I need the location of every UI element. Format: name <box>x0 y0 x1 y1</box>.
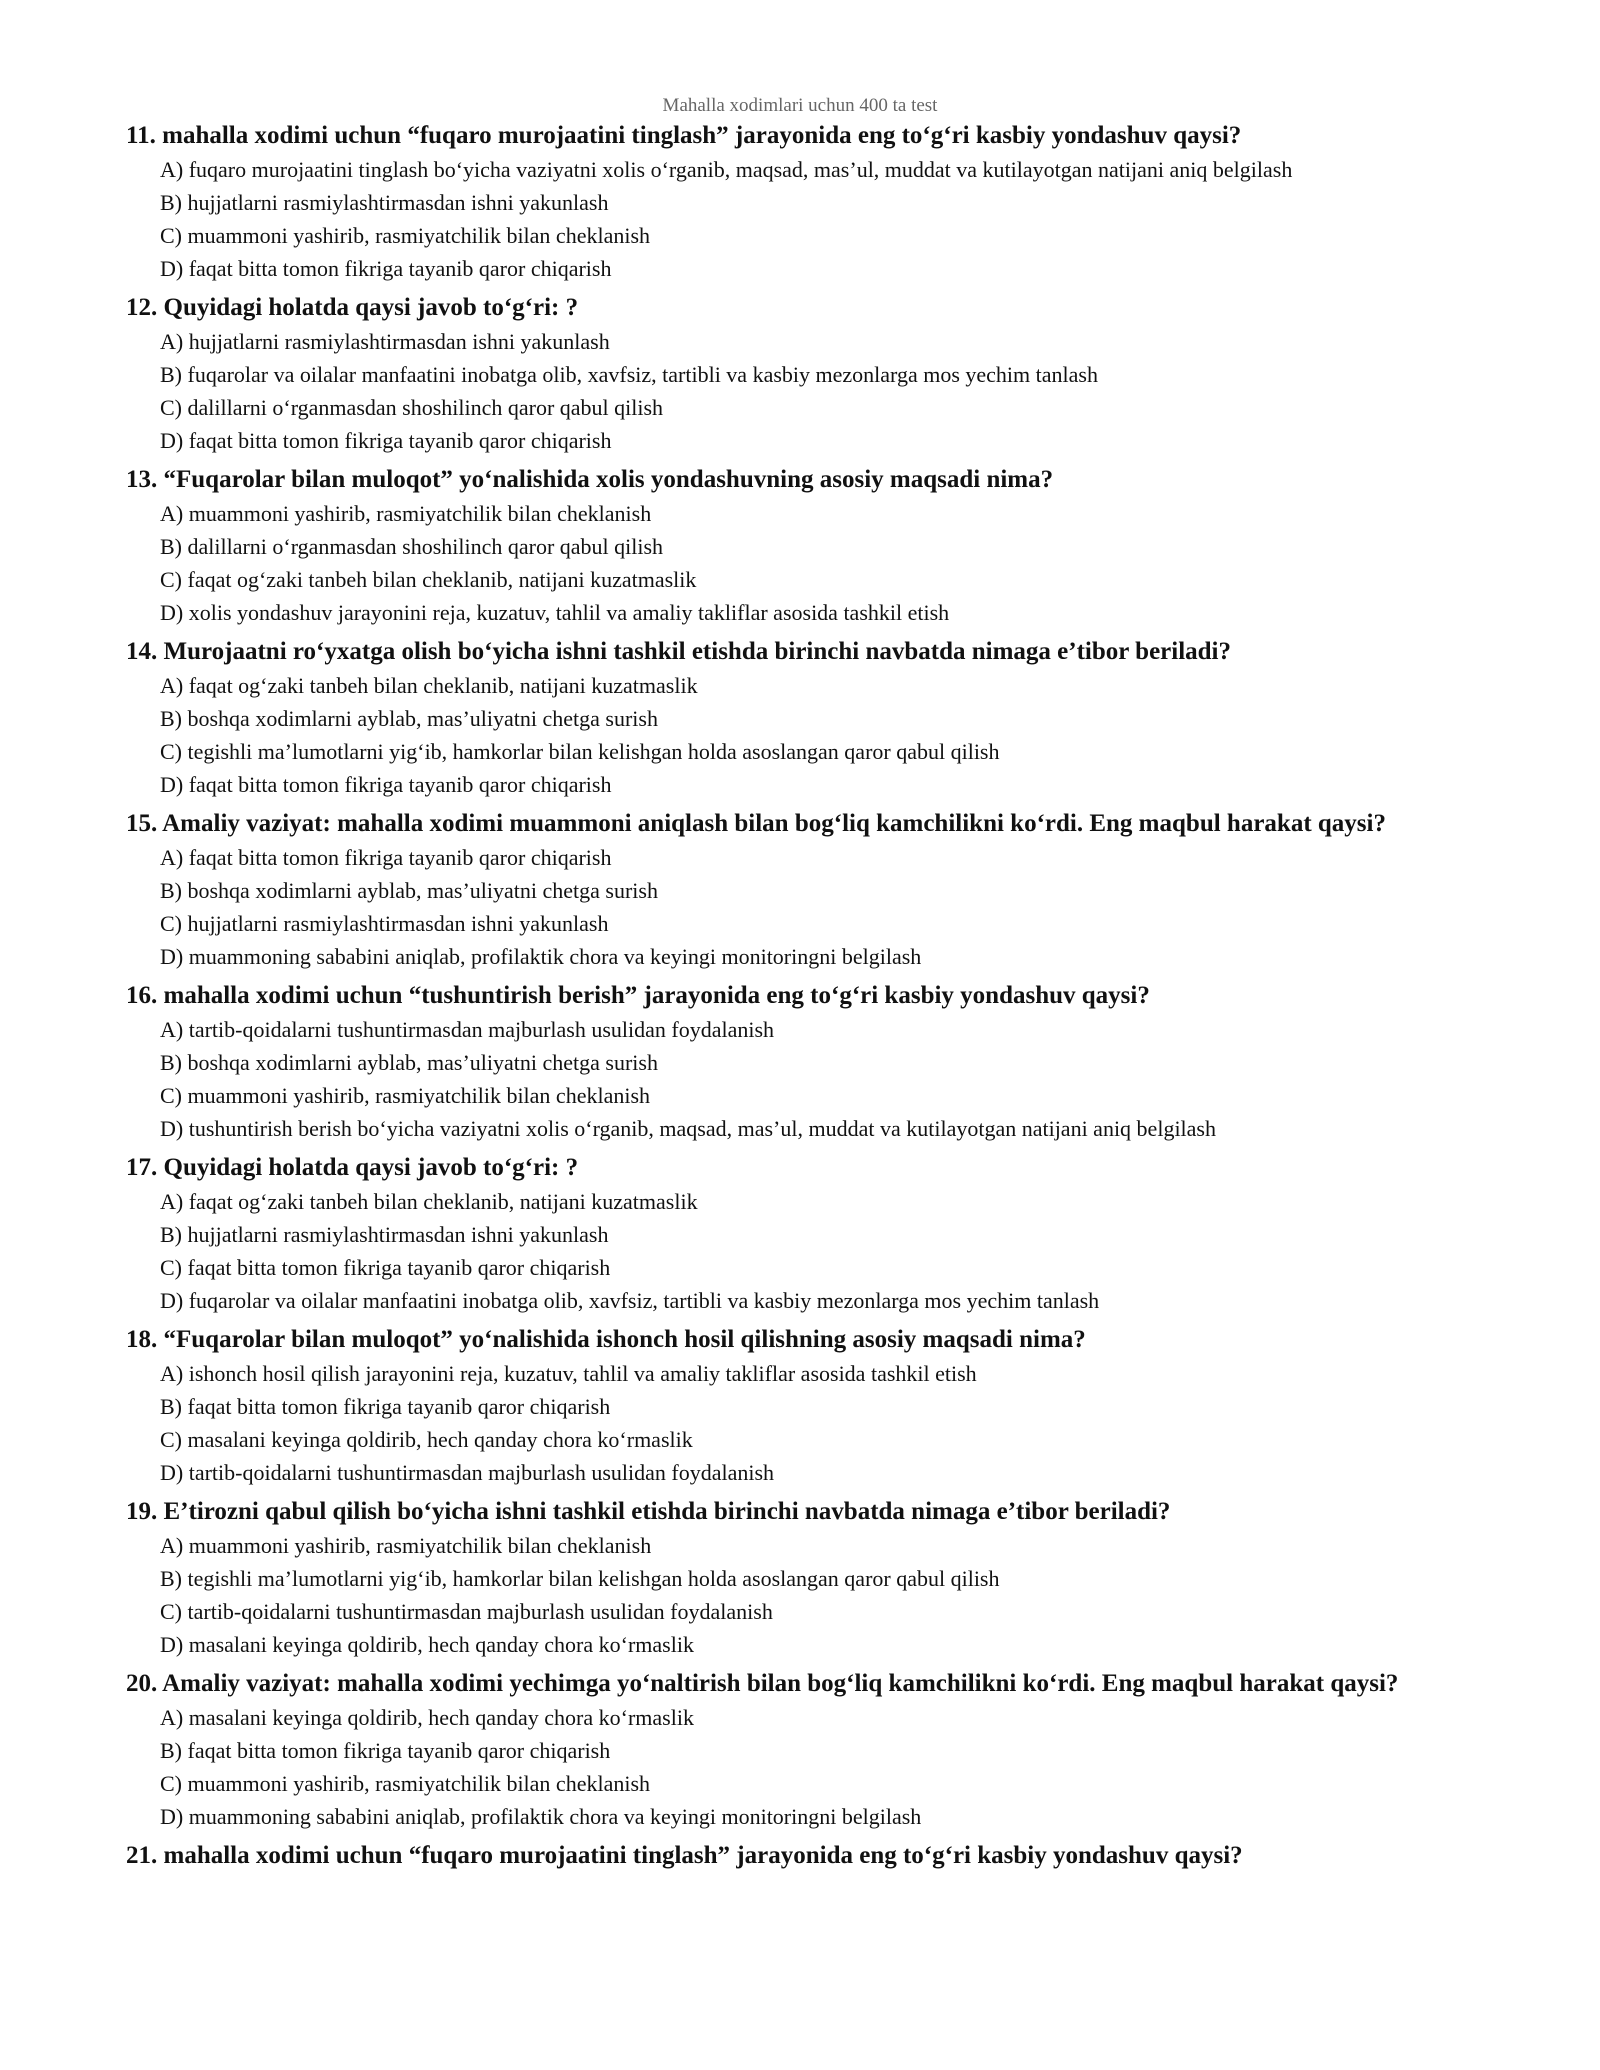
answer-option: B) dalillarni o‘rganmasdan shoshilinch qaror qabul qilish <box>160 534 664 559</box>
answer-option: B) hujjatlarni rasmiylashtirmasdan ishni yakunlash <box>160 190 609 215</box>
question-title: 17. Quyidagi holatda qaysi javob to‘g‘ri: ? <box>126 1154 579 1181</box>
question-title: 20. Amaliy vaziyat: mahalla xodimi yechimga yo‘naltirish bilan bog‘liq kamchilikni ko‘rdi. Eng maqbul harakat qaysi? <box>126 1670 1399 1697</box>
answer-option: A) muammoni yashirib, rasmiyatchilik bilan cheklanish <box>160 1533 652 1558</box>
answer-option: C) muammoni yashirib, rasmiyatchilik bilan cheklanish <box>160 1083 651 1108</box>
answer-option: B) faqat bitta tomon fikriga tayanib qaror chiqarish <box>160 1394 611 1419</box>
answer-option: C) muammoni yashirib, rasmiyatchilik bilan cheklanish <box>160 223 651 248</box>
question-block <box>126 806 1486 973</box>
question-title: 14. Murojaatni ro‘yxatga olish bo‘yicha ishni tashkil etishda birinchi navbatda nimaga e’tibor beriladi? <box>126 638 1232 665</box>
answer-option: D) muammoning sababini aniqlab, profilaktik chora va keyingi monitoringni belgilash <box>160 1804 922 1829</box>
answer-option: A) faqat bitta tomon fikriga tayanib qaror chiqarish <box>160 845 612 870</box>
answer-option: D) xolis yondashuv jarayonini reja, kuzatuv, tahlil va amaliy takliflar asosida tashkil etish <box>160 600 950 625</box>
question-title: 13. “Fuqarolar bilan muloqot” yo‘nalishida xolis yondashuvning asosiy maqsadi nima? <box>126 466 1054 493</box>
answer-option: C) dalillarni o‘rganmasdan shoshilinch qaror qabul qilish <box>160 395 664 420</box>
question-block <box>126 1494 1486 1661</box>
question-title: 16. mahalla xodimi uchun “tushuntirish berish” jarayonida eng to‘g‘ri kasbiy yondashuv qaysi? <box>126 982 1150 1009</box>
answer-option: D) tushuntirish berish bo‘yicha vaziyatni xolis o‘rganib, maqsad, mas’ul, muddat va kutilayotgan natijani aniq belgilash <box>160 1116 1216 1141</box>
answer-option: A) fuqaro murojaatini tinglash bo‘yicha vaziyatni xolis o‘rganib, maqsad, mas’ul, muddat va kutilayotgan natijani aniq belgilash <box>160 157 1293 182</box>
question-block <box>126 1838 1486 1873</box>
answer-option: C) tartib-qoidalarni tushuntirmasdan majburlash usulidan foydalanish <box>160 1599 773 1624</box>
question-block <box>126 1322 1486 1489</box>
answer-option: C) hujjatlarni rasmiylashtirmasdan ishni yakunlash <box>160 911 609 936</box>
answer-option: C) muammoni yashirib, rasmiyatchilik bilan cheklanish <box>160 1771 651 1796</box>
answer-option: B) boshqa xodimlarni ayblab, mas’uliyatni chetga surish <box>160 706 658 731</box>
answer-option: D) faqat bitta tomon fikriga tayanib qaror chiqarish <box>160 772 612 797</box>
question-block <box>126 118 1486 285</box>
answer-option: B) tegishli ma’lumotlarni yig‘ib, hamkorlar bilan kelishgan holda asoslangan qaror qabul qilish <box>160 1566 1000 1591</box>
answer-option: C) tegishli ma’lumotlarni yig‘ib, hamkorlar bilan kelishgan holda asoslangan qaror qabul qilish <box>160 739 1000 764</box>
answer-option: C) faqat og‘zaki tanbeh bilan cheklanib, natijani kuzatmaslik <box>160 567 697 592</box>
question-title: 21. mahalla xodimi uchun “fuqaro murojaatini tinglash” jarayonida eng to‘g‘ri kasbiy yondashuv qaysi? <box>126 1842 1243 1869</box>
answer-option: C) masalani keyinga qoldirib, hech qanday chora ko‘rmaslik <box>160 1427 693 1452</box>
answer-option: B) fuqarolar va oilalar manfaatini inobatga olib, xavfsiz, tartibli va kasbiy mezonlarga mos yechim tanlash <box>160 362 1098 387</box>
answer-option: D) muammoning sababini aniqlab, profilaktik chora va keyingi monitoringni belgilash <box>160 944 922 969</box>
answer-option: A) faqat og‘zaki tanbeh bilan cheklanib, natijani kuzatmaslik <box>160 1189 698 1214</box>
answer-option: B) hujjatlarni rasmiylashtirmasdan ishni yakunlash <box>160 1222 609 1247</box>
question-title: 11. mahalla xodimi uchun “fuqaro murojaatini tinglash” jarayonida eng to‘g‘ri kasbiy yondashuv qaysi? <box>126 122 1242 149</box>
answer-option: D) fuqarolar va oilalar manfaatini inobatga olib, xavfsiz, tartibli va kasbiy mezonlarga mos yechim tanlash <box>160 1288 1100 1313</box>
question-block <box>126 634 1486 801</box>
answer-option: A) tartib-qoidalarni tushuntirmasdan majburlash usulidan foydalanish <box>160 1017 775 1042</box>
question-title: 15. Amaliy vaziyat: mahalla xodimi muammoni aniqlash bilan bog‘liq kamchilikni ko‘rdi. Eng maqbul harakat qaysi? <box>126 810 1386 837</box>
question-list <box>126 118 1486 1878</box>
answer-option: D) tartib-qoidalarni tushuntirmasdan majburlash usulidan foydalanish <box>160 1460 775 1485</box>
answer-option: D) faqat bitta tomon fikriga tayanib qaror chiqarish <box>160 428 612 453</box>
question-block <box>126 1150 1486 1317</box>
question-title: 19. E’tirozni qabul qilish bo‘yicha ishni tashkil etishda birinchi navbatda nimaga e’tibor beriladi? <box>126 1498 1171 1525</box>
page-header: Mahalla xodimlari uchun 400 ta test <box>662 95 938 116</box>
answer-option: A) ishonch hosil qilish jarayonini reja, kuzatuv, tahlil va amaliy takliflar asosida tashkil etish <box>160 1361 977 1386</box>
answer-option: A) hujjatlarni rasmiylashtirmasdan ishni yakunlash <box>160 329 610 354</box>
answer-option: B) boshqa xodimlarni ayblab, mas’uliyatni chetga surish <box>160 1050 658 1075</box>
question-block <box>126 978 1486 1145</box>
question-block <box>126 1666 1486 1833</box>
answer-option: C) faqat bitta tomon fikriga tayanib qaror chiqarish <box>160 1255 611 1280</box>
answer-option: D) faqat bitta tomon fikriga tayanib qaror chiqarish <box>160 256 612 281</box>
answer-option: D) masalani keyinga qoldirib, hech qanday chora ko‘rmaslik <box>160 1632 694 1657</box>
question-title: 12. Quyidagi holatda qaysi javob to‘g‘ri: ? <box>126 294 579 321</box>
answer-option: B) faqat bitta tomon fikriga tayanib qaror chiqarish <box>160 1738 611 1763</box>
answer-option: B) boshqa xodimlarni ayblab, mas’uliyatni chetga surish <box>160 878 658 903</box>
question-block <box>126 462 1486 629</box>
question-title: 18. “Fuqarolar bilan muloqot” yo‘nalishida ishonch hosil qilishning asosiy maqsadi nima? <box>126 1326 1086 1353</box>
question-block <box>126 290 1486 457</box>
answer-option: A) faqat og‘zaki tanbeh bilan cheklanib, natijani kuzatmaslik <box>160 673 698 698</box>
answer-option: A) masalani keyinga qoldirib, hech qanday chora ko‘rmaslik <box>160 1705 694 1730</box>
answer-option: A) muammoni yashirib, rasmiyatchilik bilan cheklanish <box>160 501 652 526</box>
